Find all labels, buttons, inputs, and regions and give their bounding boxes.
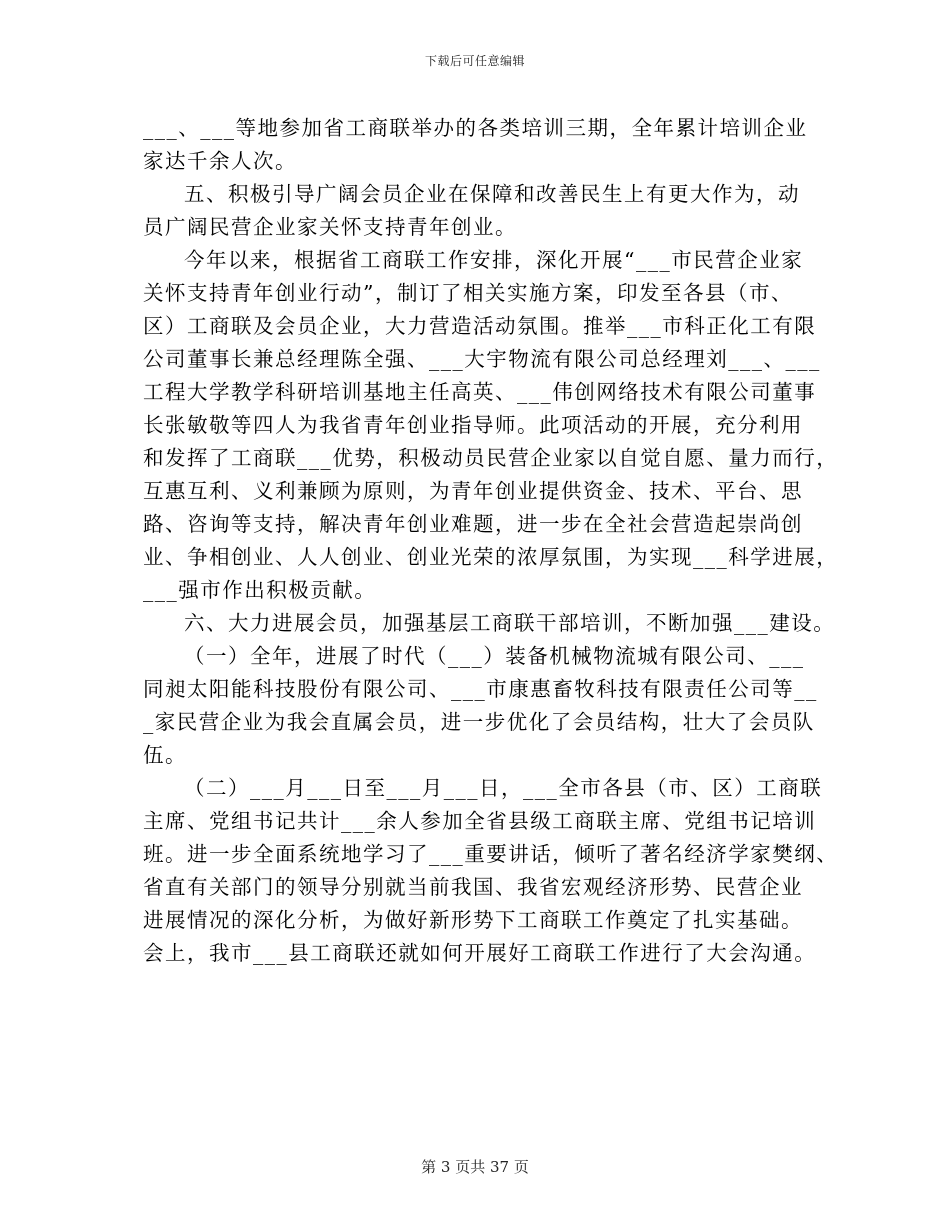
text-line: 伍。: [143, 743, 187, 767]
document-body: [143, 112, 839, 970]
text-line: 省直有关部门的领导分别就当前我国、我省宏观经济形势、民营企业: [143, 875, 803, 899]
text-line: 长张敏敬等四人为我省青年创业指导师。此项活动的开展，充分利用: [143, 413, 803, 437]
text-line: 和发挥了工商联___优势，积极动员民营企业家以自觉自愿、量力而行，: [143, 446, 839, 470]
text-line: ___、___等地参加省工商联举办的各类培训三期，全年累计培训企业: [143, 116, 808, 140]
text-line: 会上，我市___县工商联还就如何开展好工商联工作进行了大会沟通。: [143, 941, 817, 965]
text-line: 同昶太阳能科技股份有限公司、___市康惠畜牧科技有限责任公司等__: [143, 677, 818, 701]
text-line: 工程大学教学科研培训基地主任高英、___伟创网络技术有限公司董事: [143, 380, 817, 404]
text-line: （二）___月___日至___月___日，___全市各县（市、区）工商联: [184, 776, 823, 800]
text-line: 公司董事长兼总经理陈全强、___大宇物流有限公司总经理刘___、___: [143, 347, 821, 371]
text-line: 进展情况的深化分析，为做好新形势下工商联工作奠定了扎实基础。: [143, 908, 803, 932]
text-line: 今年以来，根据省工商联工作安排，深化开展“___市民营企业家: [184, 248, 804, 272]
text-line: 业、争相创业、人人创业、创业光荣的浓厚氛围，为实现___科学进展，: [143, 545, 839, 569]
text-line: 主席、党组书记共计___余人参加全省县级工商联主席、党组书记培训: [143, 809, 817, 833]
text-line: 家达千余人次。: [143, 149, 297, 173]
text-line: ___强市作出积极贡献。: [143, 578, 377, 602]
section-heading-five: 五、积极引导广阔会员企业在保障和改善民生上有更大作为，动: [184, 182, 800, 206]
page-number: 第 3 页共 37 页: [421, 1158, 529, 1176]
text-line: 互惠互利、义利兼顾为原则，为青年创业提供资金、技术、平台、思: [143, 479, 803, 503]
text-line: _家民营企业为我会直属会员，进一步优化了会员结构，壮大了会员队: [143, 710, 815, 734]
text-line: 关怀支持青年创业行动”，制订了相关实施方案，印发至各县（市、: [143, 281, 793, 305]
text-line: 班。进一步全面系统地学习了___重要讲话，倾听了著名经济学家樊纲、: [143, 842, 839, 866]
text-line: （一）全年，进展了时代（___）装备机械物流城有限公司、___: [184, 644, 805, 668]
page-header: 下载后可任意编辑: [424, 54, 525, 68]
text-line: 区）工商联及会员企业，大力营造活动氛围。推举___市科正化工有限: [143, 314, 817, 338]
text-line: 员广阔民营企业家关怀支持青年创业。: [143, 215, 517, 239]
text-line: 路、咨询等支持，解决青年创业难题，进一步在全社会营造起崇尚创: [143, 512, 803, 536]
section-heading-six: 六、大力进展会员，加强基层工商联干部培训，不断加强___建设。: [184, 611, 836, 635]
